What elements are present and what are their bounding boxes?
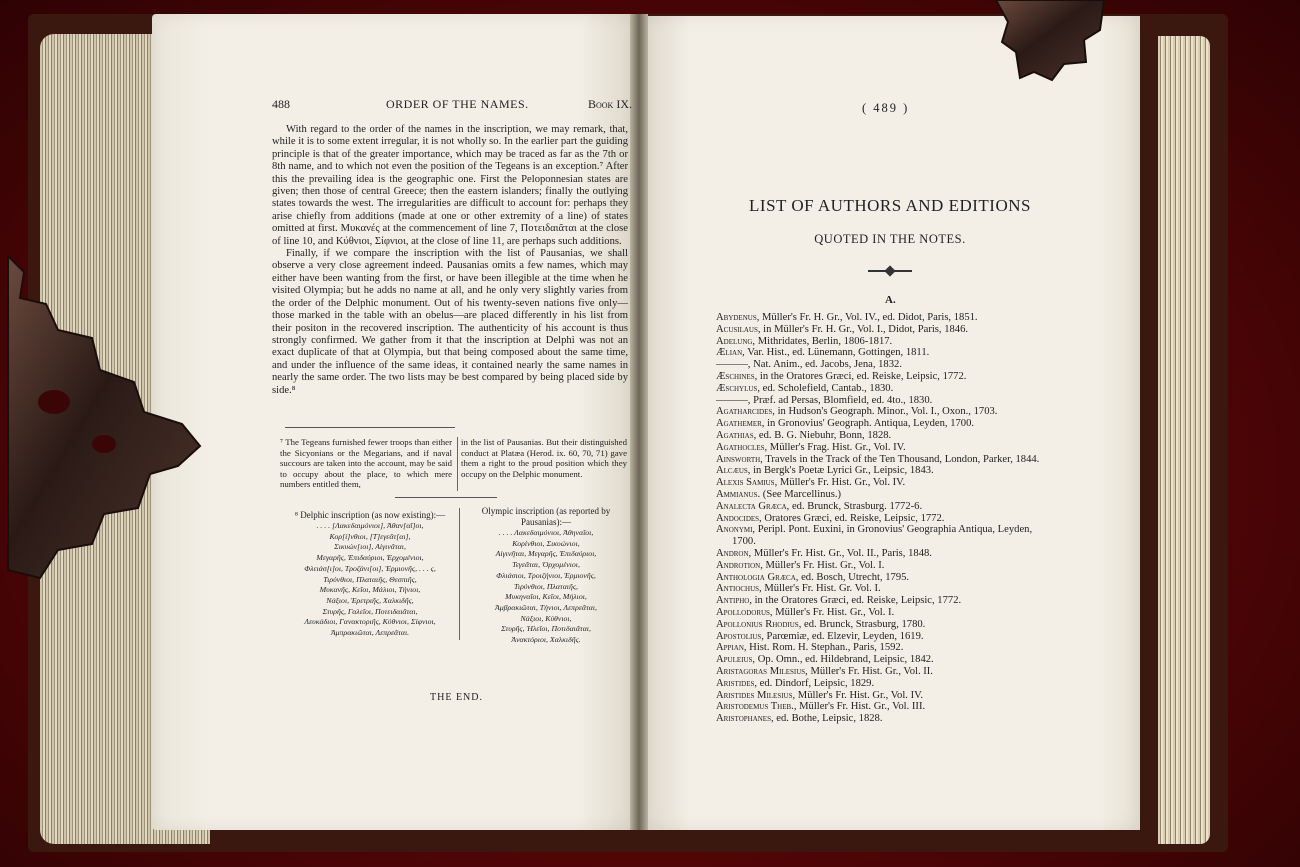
author-details: Mithridates, Berlin, 1806-1817. — [755, 335, 893, 347]
author-details: Parœmiæ, ed. Elzevir, Leyden, 1619. — [763, 630, 924, 642]
footnote-7-left: ⁷ The Tegeans furnished fewer troops than either the Sicyonians or the Megarians, and if naval succours are taken into the account, may be said to occupy about the place, to which mere numbers entitled them, — [280, 437, 452, 490]
greek-line: Κορ[ί]νθιοι, [Τ]εγεᾶτ[αι], — [329, 531, 411, 541]
author-name: Apostolius, — [716, 630, 764, 642]
author-details: Müller's Frag. Hist. Gr., Vol. IV. — [767, 441, 906, 453]
list-item — [716, 513, 1076, 525]
list-item — [716, 548, 1076, 560]
list-item — [716, 572, 1076, 584]
section-letter: A. — [885, 294, 896, 306]
author-name: Ammianus. — [716, 488, 761, 500]
page-edges-right — [1158, 36, 1210, 844]
author-name: Alcæus, — [716, 465, 751, 477]
author-details: ed. Scholefield, Cantab., 1830. — [759, 382, 894, 394]
list-item — [716, 395, 1076, 407]
author-name: Anonymi, — [716, 524, 756, 536]
list-item — [716, 619, 1076, 631]
author-name: Adelung, — [716, 335, 756, 347]
author-name: Appian, — [716, 642, 747, 654]
author-name: Ainsworth, — [716, 453, 763, 465]
list-item — [716, 465, 1076, 477]
page-clip-right-icon — [990, 0, 1110, 82]
greek-line: Στυρῆς, Γαλεῖοι, Ποτειδαιᾶται, — [322, 606, 418, 616]
author-name: Aristophanes, — [716, 713, 774, 725]
author-name: Ælian, — [716, 347, 745, 359]
author-name: Apuleius, — [716, 654, 756, 666]
author-details: Peripl. Pont. Euxini, in Gronovius' Geographia Antiqua, Leyden, — [755, 524, 1033, 536]
list-item — [716, 336, 1076, 348]
author-details: ed. Brunck, Strasburg. 1772-6. — [789, 500, 923, 512]
greek-line: Τεγεᾶται, Ὀρχομένιοι, — [512, 560, 580, 570]
author-name: Æschylus, — [716, 382, 760, 394]
author-name: ———, — [716, 394, 751, 406]
list-item — [716, 713, 1076, 725]
author-details: ed. B. G. Niebuhr, Bonn, 1828. — [756, 429, 892, 441]
author-name: Alexis Samius, — [716, 477, 778, 489]
author-details: in the Oratores Græci, ed. Reiske, Leipsic, 1772. — [751, 595, 962, 607]
author-details: ed. Bothe, Leipsic, 1828. — [773, 713, 883, 725]
author-details: ed. Dindorf, Leipsic, 1829. — [757, 677, 875, 689]
author-details: ed. Bosch, Utrecht, 1795. — [798, 571, 910, 583]
list-item — [716, 595, 1076, 607]
author-name: Agathocles, — [716, 441, 768, 453]
greek-line: Ἀνακτόριοι, Χαλκιδῆς. — [511, 635, 581, 645]
author-name: Andocides, — [716, 512, 762, 524]
author-details: Op. Omn., ed. Hildebrand, Leipsic, 1842. — [755, 654, 934, 666]
author-details: Müller's Fr. Hist. Gr., Vol. IV. — [777, 477, 906, 489]
list-item — [716, 371, 1076, 383]
author-name: Agatharcides, — [716, 406, 775, 418]
list-item — [716, 454, 1076, 466]
list-item — [716, 642, 1076, 654]
list-item — [716, 430, 1076, 442]
greek-line: Τιρύνθιοι, Πλαταιῆς, — [514, 581, 578, 591]
author-name: Aristodemus Theb., — [716, 701, 797, 713]
delphic-title: ⁸ Delphic inscription (as now existing):— — [294, 510, 446, 520]
author-name: Agathias, — [716, 429, 757, 441]
author-details: Müller's Fr. Hist. Gr., Vol. II. — [807, 665, 933, 677]
author-details: (See Marcellinus.) — [760, 488, 842, 500]
list-item — [716, 583, 1076, 595]
list-item — [716, 442, 1076, 454]
delphic-lines — [282, 521, 458, 639]
author-name: Æschines, — [716, 370, 758, 382]
greek-line: Σικυών[ιοι], Αἰγινᾶται, — [334, 542, 406, 552]
list-item — [716, 418, 1076, 430]
list-item — [716, 312, 1076, 324]
left-body-text — [272, 124, 628, 397]
greek-line: Αἰγινῆται, Μεγαρῆς, Ἐπιδαύριοι, — [495, 549, 597, 559]
page-clip-left-icon — [0, 252, 205, 582]
author-details: in Müller's Fr. H. Gr., Vol. I., Didot, Paris, 1846. — [760, 323, 969, 335]
author-details: Travels in the Track of the Ten Thousand, London, Parker, 1844. — [762, 453, 1040, 465]
list-item — [716, 524, 1076, 536]
author-name: ———, — [716, 359, 751, 371]
greek-line: Λευκάδιοι, Γανακτοριῆς, Κύθνιοι, Σίφνιοι, — [304, 617, 436, 627]
footnote-8-delphic — [282, 510, 458, 639]
greek-line: Στυρῆς, Ἠλεῖοι, Ποτιδαιᾶται, — [501, 624, 591, 634]
column-divider — [457, 437, 458, 491]
greek-line: Μεγαρῆς, Ἐπιδαύριοι, Ἐρχομένιοι, — [316, 553, 424, 563]
author-name: Anthologia Græca, — [716, 571, 799, 583]
greek-line: Ἀμβρακιῶται, Τήνιοι, Λεπρεᾶται, — [494, 602, 597, 612]
author-details: Müller's Fr. Hist. Gr., Vol. I. — [762, 559, 885, 571]
author-details: in Gronovius' Geograph. Antiqua, Leyden, 1700. — [764, 418, 975, 430]
author-details: in Bergk's Poetæ Lyrici Gr., Leipsic, 1843. — [750, 465, 934, 477]
author-details: Præf. ad Persas, Blomfield, ed. 4to., 1830. — [750, 394, 933, 406]
list-item — [716, 324, 1076, 336]
author-details: ed. Brunck, Strasburg, 1780. — [801, 618, 926, 630]
list-item — [716, 489, 1076, 501]
ornament-divider — [868, 270, 912, 272]
author-name: Aristagoras Milesius, — [716, 665, 808, 677]
list-item — [716, 501, 1076, 513]
greek-line: Νάξιοι, Κύθνιοι, — [520, 613, 572, 623]
author-name: Agathemer, — [716, 418, 765, 430]
list-item — [716, 477, 1076, 489]
list-item — [716, 701, 1076, 713]
greek-line: . . . . Λακεδαιμόνιοι, Ἀθηναῖοι, — [498, 528, 594, 537]
list-item — [716, 347, 1076, 359]
list-item — [716, 560, 1076, 572]
author-details: Müller's Fr. Hist. Gr., Vol. III. — [796, 701, 926, 713]
greek-line: Τιρύνθιοι, Πλαταιῆς, Θεσπιῆς, — [323, 574, 417, 584]
footnote-7-right: in the list of Pausanias. But their distinguished conduct at Platæa (Herod. ix. 60, 70, 71) gave them a right to the proud position which they occupy on the Delphic monument. — [461, 437, 627, 479]
author-name: Analecta Græca, — [716, 500, 790, 512]
olympic-lines — [465, 528, 627, 646]
author-name: Acusilaus, — [716, 323, 761, 335]
book-label: Book IX. — [588, 97, 632, 111]
list-item — [716, 678, 1076, 690]
paragraph: Finally, if we compare the inscription with the list of Pausanias, we shall observe a very close agreement indeed. Pausanias omits a few names, which may either have been wanting from the first, or have been illegible at the time when he visited Olympia; but he adds no name at all, and he only very slightly varies from the order of the Delphic monument. Out of his twenty-seven nations five only—those marked in the table with an obelus—are placed differently in his list from their positon in the recovered inscription. The authenticity of his account is thus strongly confirmed. We gather from it that the inscription at Delphi was not an exact duplicate of that at Olympia, but that being composed about the same time, and under the influence of the same ideas, it contained nearly the same names in nearly the same order. The two lists may be best compared by being placed side by side.⁸ — [272, 248, 628, 396]
paragraph: With regard to the order of the names in the inscription, we may remark, that, while it is to some extent irregular, it is not wholly so. In the earlier part the guiding principle is that of the greater importance, which may be traced as far as the 7th or 8th name, and to which not even the position of the Tegeans is an exception.⁷ After this the prevailing idea is the geographic one. First the Peloponnesian states are given; then those of central Greece; then the eastern islanders; finally the outlying states towards the west. The irregularities are difficult to account for: perhaps they arise chiefly from additions (made at one or other extremity of a line) of states omitted at first. Μυκανές at the commencement of line 7, Ποτειδαιᾶται at the close of line 10, and Κύθνιοι, Σίφνιοι, at the close of line 11, are perhaps such additions. — [272, 124, 628, 247]
column-divider — [459, 508, 460, 640]
author-details: Var. Hist., ed. Lünemann, Gottingen, 1811. — [744, 347, 930, 359]
author-name: Aristides, — [716, 677, 758, 689]
author-details: Hist. Rom. H. Stephan., Paris, 1592. — [746, 642, 904, 654]
list-item — [716, 406, 1076, 418]
author-name: Antipho, — [716, 595, 752, 607]
list-item — [716, 654, 1076, 666]
author-name: Androtion, — [716, 559, 763, 571]
author-details: Müller's Fr. Hist. Gr., Vol. IV. — [795, 689, 924, 701]
greek-line: Ἀμπρακιῶται, Λεπρεᾶται. — [330, 628, 410, 638]
author-details: 1700. — [732, 536, 756, 548]
olympic-title: Olympic inscription (as reported by Pausanias):— — [481, 506, 611, 527]
author-name: Andron, — [716, 547, 752, 559]
greek-line: Μυκανῆς, Κεῖοι, Μάλιοι, Τήνιοι, — [319, 585, 421, 595]
footnote-rule — [395, 497, 497, 498]
author-details: Nat. Anim., ed. Jacobs, Jena, 1832. — [750, 359, 902, 371]
list-item — [716, 383, 1076, 395]
author-details: Müller's Fr. H. Gr., Vol. IV., ed. Didot, Paris, 1851. — [759, 312, 978, 323]
author-name: Apollonius Rhodius, — [716, 618, 802, 630]
list-item — [716, 690, 1076, 702]
page-subtitle: QUOTED IN THE NOTES. — [814, 232, 966, 246]
authors-list — [716, 312, 1076, 725]
greek-line: Μυκηναῖοι, Κεῖοι, Μήλιοι, — [505, 592, 587, 602]
footnote-rule — [285, 427, 455, 428]
author-details: in the Oratores Græci, ed. Reiske, Leipsic, 1772. — [757, 370, 967, 382]
running-head: ORDER OF THE NAMES. — [386, 97, 529, 111]
list-item — [716, 359, 1076, 371]
author-details: Müller's Fr. Hist. Gr., Vol. II., Paris, 1848. — [751, 547, 932, 559]
footnote-8-olympic — [465, 506, 627, 646]
greek-line: Φλιάσιοι, Τροιζήνιοι, Ἑρμιονῆς, — [496, 570, 596, 580]
list-item — [716, 631, 1076, 643]
author-details: Müller's Fr. Hist. Gr. Vol. I. — [761, 583, 881, 595]
greek-line: Νάξιοι, Ἐρετριῆς, Χαλκιδῆς, — [326, 595, 414, 605]
author-name: Apollodorus, — [716, 606, 773, 618]
list-item-continuation — [716, 536, 1076, 548]
author-details: in Hudson's Geograph. Minor., Vol. I., Oxon., 1703. — [774, 406, 998, 418]
list-item — [716, 666, 1076, 678]
page-title: LIST OF AUTHORS AND EDITIONS — [749, 196, 1031, 215]
author-name: Aristides Milesius, — [716, 689, 796, 701]
author-details: Müller's Fr. Hist. Gr., Vol. I. — [772, 606, 895, 618]
left-page-number: 488 — [272, 97, 290, 111]
greek-line: Φλειάσ[ι]οι, Τροζάνι[οι], Ἑρμιονῆς, . . . ς, — [304, 563, 436, 573]
the-end: THE END. — [430, 692, 483, 703]
right-page-number: ( 489 ) — [862, 101, 910, 115]
author-details: Oratores Græci, ed. Reiske, Leipsic, 1772. — [761, 512, 945, 524]
list-item — [716, 607, 1076, 619]
author-name: Abydenus, — [716, 312, 760, 323]
greek-line: . . . . [Λακεδαιμόνιοι], Ἀθαν[αῖ]οι, — [316, 521, 424, 530]
author-name: Antiochus, — [716, 583, 762, 595]
greek-line: Κορίνθιοι, Σικυώνιοι, — [512, 538, 580, 548]
book-gutter — [630, 14, 648, 830]
